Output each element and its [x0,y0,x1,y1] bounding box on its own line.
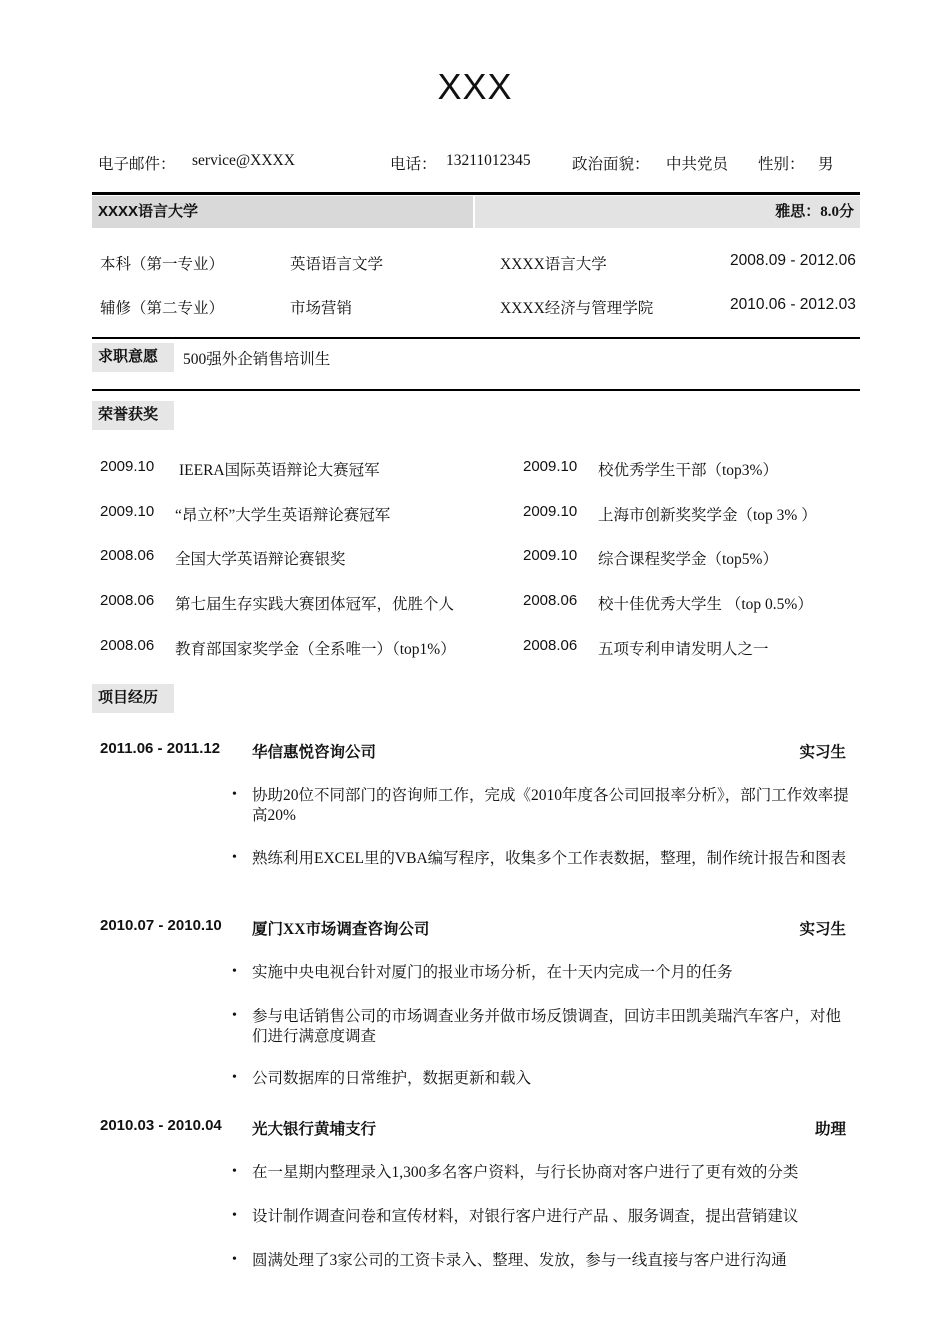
education-school-heading: XXXX语言大学 [92,196,473,228]
edu-major-1: 英语语言文学 [290,256,384,273]
honors-label: 荣誉获奖 [92,401,174,430]
politics-value: 中共党员 [666,156,729,173]
award-text: 校十佳优秀大学生 （top 0.5%） [598,596,813,613]
ielts-score: 雅思：8.0分 [475,196,860,228]
award-date: 2008.06 [100,547,155,564]
award-text: 校优秀学生干部（top3%） [598,462,778,479]
award-date: 2009.10 [523,503,578,520]
bullet-icon: • [232,1070,237,1085]
award-date: 2009.10 [523,547,578,564]
divider [92,389,860,391]
project-company: 厦门XX市场调查咨询公司 [252,921,430,938]
projects-label: 项目经历 [92,684,174,713]
award-date: 2008.06 [523,592,578,609]
edu-school-1: XXXX语言大学 [500,256,607,273]
award-text: IEERA国际英语辩论大赛冠军 [179,462,380,479]
award-date: 2008.06 [100,637,155,654]
gender-label: 性别： [758,156,805,173]
email-label: 电子邮件： [98,156,176,173]
bullet-icon: • [232,850,237,865]
project-bullet: 公司数据库的日常维护，数据更新和载入 [252,1070,532,1087]
project-company: 光大银行黄埔支行 [252,1121,377,1138]
edu-major-2: 市场营销 [290,300,353,317]
project-role: 实习生 [799,921,846,938]
project-bullet: 设计制作调查问卷和宣传材料，对银行客户进行产品 、服务调查，提出营销建议 [252,1208,799,1225]
objective-label: 求职意愿 [92,343,174,372]
award-text: 综合课程奖学金（top5%） [598,551,778,568]
project-period: 2010.07 - 2010.10 [100,917,222,934]
edu-school-2: XXXX经济与管理学院 [500,300,654,317]
edu-degree-2: 辅修（第二专业） [100,300,225,317]
bullet-icon: • [232,964,237,979]
phone-value: 13211012345 [446,152,531,169]
award-date: 2009.10 [523,458,578,475]
project-role: 实习生 [799,744,846,761]
award-text: 第七届生存实践大赛团体冠军，优胜个人 [175,596,455,613]
award-text: “昂立杯”大学生英语辩论赛冠军 [175,507,391,524]
edu-period-2: 2010.06 - 2012.03 [730,296,856,313]
objective-value: 500强外企销售培训生 [183,351,331,368]
resume-name: XXX [437,66,513,107]
phone-label: 电话： [390,156,437,173]
bullet-icon: • [232,1008,237,1023]
project-period: 2010.03 - 2010.04 [100,1117,222,1134]
bullet-icon: • [232,787,237,802]
award-date: 2008.06 [523,637,578,654]
award-text: 上海市创新奖奖学金（top 3% ） [598,507,817,524]
award-date: 2009.10 [100,503,155,520]
edu-degree-1: 本科（第一专业） [100,256,225,273]
project-role: 助理 [814,1121,846,1138]
gender-value: 男 [818,156,834,173]
project-bullet: 熟练利用EXCEL里的VBA编写程序，收集多个工作表数据，整理，制作统计报告和图表 [252,850,847,867]
award-text: 五项专利申请发明人之一 [598,641,769,658]
bullet-icon: • [232,1164,237,1179]
bullet-icon: • [232,1252,237,1267]
email-value: service@XXXX [192,152,295,169]
project-bullet: 参与电话销售公司的市场调查业务并做市场反馈调查，回访丰田凯美瑞汽车客户，对他们进行满意度调查 [252,1008,842,1045]
project-period: 2011.06 - 2011.12 [100,740,221,757]
project-bullet: 圆满处理了3家公司的工资卡录入、整理、发放，参与一线直接与客户进行沟通 [252,1252,787,1269]
divider [92,337,860,339]
award-text: 全国大学英语辩论赛银奖 [175,551,346,568]
politics-label: 政治面貌： [572,156,650,173]
education-header [92,196,860,228]
project-bullet: 实施中央电视台针对厦门的报业市场分析，在十天内完成一个月的任务 [252,964,733,981]
project-bullet: 在一星期内整理录入1,300多名客户资料，与行长协商对客户进行了更有效的分类 [252,1164,799,1181]
award-date: 2008.06 [100,592,155,609]
award-text: 教育部国家奖学金（全系唯一）（top1%） [175,641,456,658]
edu-period-1: 2008.09 - 2012.06 [730,252,856,269]
project-company: 华信惠悦咨询公司 [252,744,377,761]
award-date: 2009.10 [100,458,155,475]
bullet-icon: • [232,1208,237,1223]
divider [92,192,860,195]
project-bullet: 协助20位不同部门的咨询师工作，完成《2010年度各公司回报率分析》，部门工作效率提高20% [252,787,849,824]
